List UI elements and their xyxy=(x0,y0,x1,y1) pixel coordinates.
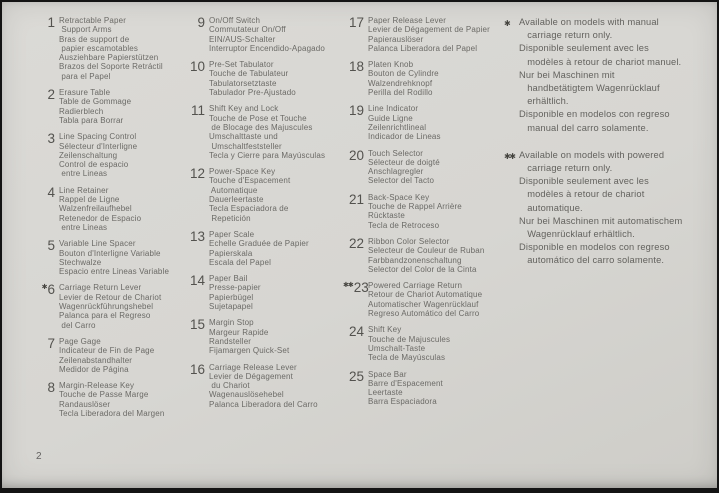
part-label-line: Palanca Liberadora del Papel xyxy=(368,43,478,53)
part-label-line: Sélecteur d'Interligne xyxy=(59,141,138,151)
part-label-line: Interruptor Encendido-Apagado xyxy=(209,43,325,53)
part-label-line: Barre d'Espacement xyxy=(368,378,443,388)
part-number xyxy=(343,60,368,97)
part-item xyxy=(34,132,186,178)
part-labels xyxy=(368,193,503,230)
part-label-line: Tecla de Mayúsculas xyxy=(368,353,446,363)
part-number-value: 25 xyxy=(348,368,364,384)
part-label-line: Retractable Paper xyxy=(59,16,127,25)
part-number xyxy=(343,149,368,186)
part-label-line: Touche d'Espacement xyxy=(209,176,291,186)
part-item xyxy=(34,186,186,232)
part-number xyxy=(34,337,59,374)
part-item xyxy=(184,363,339,409)
part-labels xyxy=(368,16,503,53)
part-label-line: Wagenauslösehebel xyxy=(209,390,284,400)
part-number-value: 6 xyxy=(47,282,55,298)
part-number xyxy=(34,88,59,125)
part-label-line: Power-Space Key xyxy=(209,167,276,177)
part-label-line: Carriage Return Lever xyxy=(59,283,142,293)
part-label-line: Variable Line Spacer xyxy=(59,239,136,249)
part-item xyxy=(184,104,339,160)
part-labels xyxy=(368,281,503,318)
part-label-line: Tecla Espaciadora de xyxy=(209,204,289,214)
part-label-line: Pre-Set Tabulator xyxy=(209,60,274,70)
part-label-line: Line Indicator xyxy=(368,104,419,114)
part-label-line: Umschalt-Taste xyxy=(368,343,426,353)
part-number-value: 3 xyxy=(47,131,55,147)
part-item xyxy=(34,283,186,329)
part-label-line: Back-Space Key xyxy=(368,192,430,202)
part-item xyxy=(184,16,339,53)
part-label-line: Radierblech xyxy=(59,106,104,116)
part-number xyxy=(34,283,59,329)
manual-page xyxy=(2,2,717,488)
part-label-line: Repetición xyxy=(209,213,251,223)
part-labels xyxy=(209,167,339,223)
part-number-value: 24 xyxy=(348,324,364,340)
part-item xyxy=(184,167,339,223)
part-item xyxy=(34,337,186,374)
part-labels xyxy=(368,149,503,186)
footnote xyxy=(504,149,716,268)
part-label-line: Selecteur de Couleur de Ruban xyxy=(368,246,485,256)
part-number xyxy=(184,16,209,53)
footnotes-column xyxy=(504,16,716,282)
part-labels xyxy=(368,370,503,407)
part-item xyxy=(184,318,339,355)
part-label-line: Perilla del Rodillo xyxy=(368,88,433,98)
footnote-line: Wagenrücklauf erhältlich. xyxy=(519,229,635,240)
footnote-line: Available on models with powered xyxy=(519,149,665,160)
part-number xyxy=(184,230,209,267)
part-number xyxy=(184,274,209,311)
part-label-line: Erasure Table xyxy=(59,88,111,98)
part-label-line: Rücktaste xyxy=(368,211,405,221)
part-number-value: 19 xyxy=(348,103,364,119)
part-labels xyxy=(209,230,339,267)
part-label-line: Tecla y Cierre para Mayúsculas xyxy=(209,150,326,160)
part-item xyxy=(343,237,503,274)
footnote-line: Disponible seulement avec les xyxy=(519,43,649,54)
part-label-line: Palanca para el Regreso xyxy=(59,311,151,321)
part-number-value: 12 xyxy=(189,166,205,182)
part-label-line: Regreso Automático del Carro xyxy=(368,309,480,319)
part-number xyxy=(34,381,59,418)
part-item xyxy=(184,60,339,97)
part-labels xyxy=(368,104,503,141)
part-label-line: Rappel de Ligne xyxy=(59,195,120,205)
part-number-value: 4 xyxy=(47,184,55,200)
part-label-line: EIN/AUS-Schalter xyxy=(209,34,276,44)
part-labels xyxy=(59,381,186,418)
part-item xyxy=(343,16,503,53)
footnote-line: modèles à retour de chariot manuel. xyxy=(519,56,682,67)
part-label-line: Walzenfreilaufhebel xyxy=(59,204,132,214)
footnote-line: Available on models with manual xyxy=(519,17,659,27)
part-number xyxy=(343,325,368,362)
part-label-line: Bras de support de xyxy=(59,34,130,44)
part-label-line: Zeilenrichtlineal xyxy=(368,122,427,132)
part-item xyxy=(34,16,186,81)
part-label-line: Umschaltfeststeller xyxy=(209,141,282,151)
part-labels xyxy=(59,239,186,276)
part-label-line: Palanca Liberadora del Carro xyxy=(209,399,318,409)
part-label-line: Margin Stop xyxy=(209,318,254,328)
part-label-line: Touche de Passe Marge xyxy=(59,390,149,400)
page-number: 2 xyxy=(36,451,42,462)
part-label-line: Shift Key and Lock xyxy=(209,104,279,114)
part-number-value: 7 xyxy=(47,335,55,351)
part-number-value: 15 xyxy=(189,317,205,333)
part-labels xyxy=(368,325,503,362)
part-label-line: Support Arms xyxy=(59,25,112,35)
part-number-value: 5 xyxy=(47,238,55,254)
footnote-line: carriage return only. xyxy=(519,163,613,174)
part-labels xyxy=(209,104,339,160)
part-label-line: Levier de Retour de Chariot xyxy=(59,292,162,302)
part-number xyxy=(184,363,209,409)
part-label-line: Brazos del Soporte Retráctil xyxy=(59,62,163,72)
part-labels xyxy=(59,283,186,329)
footnote-line: Disponible en modelos con regreso xyxy=(519,242,670,253)
footnote-line: erhältlich. xyxy=(519,96,569,107)
part-number-value: 23 xyxy=(353,280,369,296)
footnote-line: Nur bei Maschinen mit automatischem xyxy=(519,215,683,226)
part-number-value: 21 xyxy=(348,191,364,207)
part-number xyxy=(343,281,368,318)
part-label-line: entre Lineas xyxy=(59,169,108,179)
part-label-line: Papierbügel xyxy=(209,292,254,302)
part-label-line: Paper Scale xyxy=(209,229,255,239)
part-label-line: Touche de Rappel Arrière xyxy=(368,202,462,212)
part-number xyxy=(184,318,209,355)
part-number xyxy=(34,239,59,276)
part-label-line: Automatischer Wagenrücklauf xyxy=(368,299,479,309)
footnote-line: handbetätigtem Wagenrücklauf xyxy=(519,83,660,94)
part-number xyxy=(34,132,59,178)
part-label-line: Retenedor de Espacio xyxy=(59,213,142,223)
part-label-line: Levier de Dégagement de Papier xyxy=(368,25,490,35)
part-label-line: Sélecteur de doigté xyxy=(368,157,440,167)
part-label-line: Space Bar xyxy=(368,369,407,379)
part-item xyxy=(184,230,339,267)
part-label-line: Touche de Pose et Touche xyxy=(209,113,307,123)
footnote-line: Disponible seulement avec les xyxy=(519,176,649,187)
part-label-line: Tabulatorsetztaste xyxy=(209,78,277,88)
part-label-line: Page Gage xyxy=(59,336,101,346)
part-label-line: Papierauslöser xyxy=(368,34,424,44)
part-labels xyxy=(209,60,339,97)
footnote xyxy=(504,16,716,135)
part-label-line: Bouton de Cylindre xyxy=(368,69,439,79)
part-label-line: Powered Carriage Return xyxy=(368,281,463,291)
part-labels xyxy=(59,88,186,125)
part-label-line: Selector del Tacto xyxy=(368,176,435,186)
part-label-line: Ribbon Color Selector xyxy=(368,236,450,246)
part-number-value: 17 xyxy=(348,15,364,30)
part-number xyxy=(343,193,368,230)
part-label-line: Medidor de Página xyxy=(59,364,129,374)
part-label-line: Sujetapapel xyxy=(209,302,253,312)
part-label-line: Zeilenschaltung xyxy=(59,150,118,160)
part-label-line: Guide Ligne xyxy=(368,113,413,123)
part-labels xyxy=(59,186,186,232)
part-number-value: 20 xyxy=(348,147,364,163)
part-label-line: Walzendrehknopf xyxy=(368,78,433,88)
part-label-line: Echelle Graduée de Papier xyxy=(209,239,309,249)
part-number-value: 10 xyxy=(189,59,205,75)
part-labels xyxy=(368,237,503,274)
part-label-line: Table de Gommage xyxy=(59,97,132,107)
footnote-lines xyxy=(519,149,716,268)
part-label-line: Papierskala xyxy=(209,248,253,258)
part-number-value: 1 xyxy=(47,15,55,30)
part-labels xyxy=(209,274,339,311)
part-label-line: du Chariot xyxy=(209,381,250,391)
parts-column-1 xyxy=(34,16,186,425)
part-label-line: Margin-Release Key xyxy=(59,381,135,391)
part-label-line: Touch Selector xyxy=(368,148,424,158)
part-number xyxy=(343,237,368,274)
footnote-line: carriage return only. xyxy=(519,30,613,41)
part-labels xyxy=(59,132,186,178)
part-number xyxy=(34,16,59,81)
part-label-line: para el Papel xyxy=(59,71,111,81)
parts-column-3 xyxy=(343,16,503,414)
part-label-line: Levier de Dégagement xyxy=(209,371,293,381)
part-item xyxy=(343,149,503,186)
part-label-line: Ausziehbare Papierstützen xyxy=(59,53,159,63)
part-label-line: papier escamotables xyxy=(59,43,139,53)
part-label-line: Bouton d'Interligne Variable xyxy=(59,248,161,258)
part-label-line: Carriage Release Lever xyxy=(209,362,297,372)
part-number-value: 13 xyxy=(189,228,205,244)
part-label-line: Leertaste xyxy=(368,388,403,398)
part-label-line: Line Spacing Control xyxy=(59,132,137,142)
part-labels xyxy=(209,16,339,53)
footnote-line: manual del carro solamente. xyxy=(519,122,649,133)
part-label-line: Touche de Tabulateur xyxy=(209,69,289,79)
part-number xyxy=(343,104,368,141)
part-labels xyxy=(209,318,339,355)
part-label-line: Randauslöser xyxy=(59,399,111,409)
part-label-line: Barra Espaciadora xyxy=(368,397,437,407)
part-item xyxy=(343,104,503,141)
part-labels xyxy=(368,60,503,97)
part-number-value: 2 xyxy=(47,87,55,103)
part-number xyxy=(184,104,209,160)
part-item xyxy=(343,370,503,407)
part-number xyxy=(184,60,209,97)
part-item xyxy=(343,325,503,362)
part-number-value: 11 xyxy=(190,103,205,119)
part-label-line: Dauerleertaste xyxy=(209,195,264,205)
part-label-line: Margeur Rapide xyxy=(209,327,269,337)
part-item xyxy=(343,193,503,230)
part-number-value: 8 xyxy=(47,380,55,396)
footnote-line: modèles à retour de chariot xyxy=(519,189,645,200)
part-item xyxy=(343,281,503,318)
parts-column-2 xyxy=(184,16,339,416)
part-label-line: Farbbandzonenschaltung xyxy=(368,255,462,265)
footnote-line: Disponible en modelos con regreso xyxy=(519,109,670,120)
part-label-line: Presse-papier xyxy=(209,283,261,293)
part-label-line: Wagenrückführungshebel xyxy=(59,302,154,312)
part-number-value: 16 xyxy=(189,361,205,377)
footnote-line: automático del carro solamente. xyxy=(519,255,665,266)
part-label-line: Stechwalze xyxy=(59,257,102,267)
footnote-line: Nur bei Maschinen mit xyxy=(519,69,615,80)
part-label-line: Commutateur On/Off xyxy=(209,25,286,35)
part-label-line: Tabulador Pre-Ajustado xyxy=(209,88,296,98)
part-label-line: Automatique xyxy=(209,185,258,195)
part-item xyxy=(34,239,186,276)
part-number-value: 22 xyxy=(348,235,364,251)
footnote-marker-icon: ✱✱ xyxy=(504,151,515,161)
part-label-line: On/Off Switch xyxy=(209,16,261,25)
part-label-line: Paper Bail xyxy=(209,274,248,284)
part-item xyxy=(34,381,186,418)
footnote-lines xyxy=(519,16,716,135)
part-number xyxy=(343,16,368,53)
part-label-line: Randsteller xyxy=(209,336,252,346)
part-label-line: Touche de Majuscules xyxy=(368,334,451,344)
footnote-star-icon: ✱ xyxy=(41,284,47,292)
part-number xyxy=(34,186,59,232)
footnote-line: automatique. xyxy=(519,202,583,213)
part-label-line: Zeilenabstandhalter xyxy=(59,355,133,365)
part-label-line: Tecla Liberadora del Margen xyxy=(59,408,165,418)
part-item xyxy=(34,88,186,125)
part-number xyxy=(184,167,209,223)
part-label-line: de Blocage des Majuscules xyxy=(209,122,313,132)
part-label-line: Retour de Chariot Automatique xyxy=(368,290,483,300)
part-label-line: Shift Key xyxy=(368,325,402,335)
part-label-line: Selector del Color de la Cinta xyxy=(368,264,477,274)
part-number-value: 14 xyxy=(189,273,205,289)
part-label-line: Line Retainer xyxy=(59,185,109,195)
part-label-line: Espacio entre Lineas Variable xyxy=(59,267,170,277)
part-labels xyxy=(59,337,186,374)
part-number-value: 9 xyxy=(197,15,205,30)
part-label-line: Indicador de Lineas xyxy=(368,132,441,142)
part-label-line: Umschalttaste und xyxy=(209,132,278,142)
part-labels xyxy=(209,363,339,409)
part-label-line: Anschlagregler xyxy=(368,167,424,177)
part-label-line: Platen Knob xyxy=(368,60,414,70)
footnote-star-icon: ✱✱ xyxy=(343,282,353,290)
part-item xyxy=(184,274,339,311)
part-label-line: Control de espacio xyxy=(59,160,129,170)
part-label-line: entre Lineas xyxy=(59,222,108,232)
part-item xyxy=(343,60,503,97)
part-labels xyxy=(59,16,186,81)
part-label-line: Tecla de Retroceso xyxy=(368,220,440,230)
part-label-line: Indicateur de Fin de Page xyxy=(59,346,155,356)
part-number xyxy=(343,370,368,407)
part-label-line: Tabla para Borrar xyxy=(59,115,124,125)
part-number-value: 18 xyxy=(348,59,364,75)
part-label-line: del Carro xyxy=(59,320,96,330)
part-label-line: Paper Release Lever xyxy=(368,16,447,25)
part-label-line: Escala del Papel xyxy=(209,257,271,267)
footnote-marker-icon: ✱ xyxy=(504,19,510,28)
part-label-line: Fijamargen Quick-Set xyxy=(209,346,290,356)
